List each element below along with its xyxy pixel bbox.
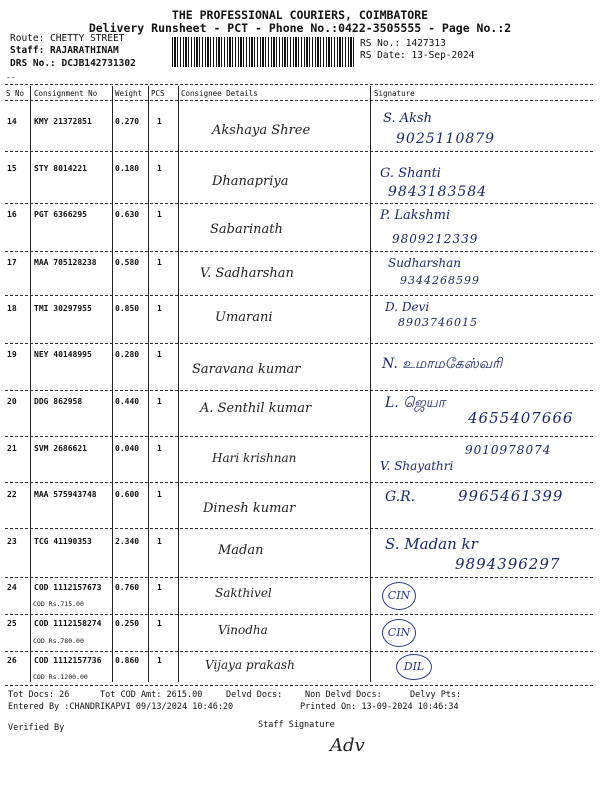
row-sno: 24	[7, 583, 17, 592]
row-pcs: 1	[157, 537, 162, 546]
col-pcs: PCS	[151, 89, 165, 98]
row-sno: 22	[7, 490, 17, 499]
col-consignment: Consignment No	[34, 89, 98, 98]
receiver-signature: D. Devi	[385, 300, 430, 314]
row-consignment: COD 1112157673	[34, 583, 102, 592]
staff-label: Staff: RAJARATHINAM	[10, 45, 119, 56]
row-weight: 2.340	[115, 537, 140, 546]
row-pcs: 1	[157, 304, 162, 313]
row-consignment: MAA 575943748	[34, 490, 97, 499]
row-weight: 0.440	[115, 397, 140, 406]
col-consignee: Consignee Details	[181, 89, 258, 98]
row-sno: 18	[7, 304, 17, 313]
row-pcs: 1	[157, 164, 162, 173]
receiver-signature: N. உமாமகேஸ்வரி	[382, 356, 503, 372]
consignee-name: Sakthivel	[215, 586, 272, 600]
barcode	[172, 37, 356, 67]
cod-amount: COD Rs.715.00	[33, 600, 84, 608]
table-row	[0, 101, 600, 151]
row-pcs: 1	[157, 397, 162, 406]
entered-by: Entered By :CHANDRIKAPVI 09/13/2024 10:46:20	[8, 702, 234, 712]
header-rule-top	[5, 84, 593, 85]
row-pcs: 1	[157, 619, 162, 628]
receiver-phone: 4655407666	[468, 409, 574, 427]
cod-amount: COD Rs.780.00	[33, 637, 84, 645]
row-consignment: SVM 2686621	[34, 444, 87, 453]
row-pcs: 1	[157, 656, 162, 665]
row-weight: 0.280	[115, 350, 140, 359]
row-sno: 19	[7, 350, 17, 359]
receiver-signature: S. Madan kr	[385, 535, 478, 553]
receiver-phone: 9843183584	[388, 184, 488, 200]
cod-amount: COD Rs.1200.00	[33, 673, 88, 681]
row-sno: 17	[7, 258, 17, 267]
table-row	[0, 652, 600, 684]
row-divider	[5, 685, 593, 686]
route-label: Route: CHETTY STREET	[10, 33, 125, 44]
receiver-signature: Sudharshan	[388, 256, 462, 270]
row-consignment: STY 8014221	[34, 164, 87, 173]
runsheet-subtitle: Delivery Runsheet - PCT - Phone No.:0422-3505555 - Page No.:2	[88, 21, 512, 35]
receiver-phone: 9010978074	[465, 443, 552, 457]
receiver-signature: G. Shanti	[380, 166, 441, 181]
table-row	[0, 391, 600, 437]
table-row	[0, 578, 600, 614]
row-consignment: DDG 862958	[34, 397, 83, 406]
row-weight: 0.040	[115, 444, 140, 453]
receiver-signature: V. Shayathri	[380, 459, 454, 473]
rs-date: RS Date: 13-Sep-2024	[360, 50, 475, 61]
drs-number: DRS No.: DCJB142731302	[10, 58, 136, 69]
table-row	[0, 483, 600, 529]
total-docs: Tot Docs: 26	[8, 690, 70, 700]
row-pcs: 1	[157, 350, 162, 359]
table-row	[0, 529, 600, 577]
row-pcs: 1	[157, 258, 162, 267]
delivery-stamp: CIN	[382, 582, 416, 610]
staff-signature: Adv	[330, 735, 365, 756]
col-signature: Signature	[374, 89, 415, 98]
row-consignment: COD 1112158274	[34, 619, 102, 628]
consignee-name: Sabarinath	[210, 222, 283, 237]
consignee-name: Hari krishnan	[212, 451, 297, 465]
row-weight: 0.250	[115, 619, 140, 628]
receiver-phone: 8903746015	[398, 316, 478, 329]
row-consignment: NEY 40148995	[34, 350, 92, 359]
consignee-name: A. Senthil kumar	[200, 401, 312, 416]
row-weight: 0.860	[115, 656, 140, 665]
row-consignment: TMI 30297955	[34, 304, 92, 313]
row-pcs: 1	[157, 210, 162, 219]
receiver-phone: 9965461399	[458, 487, 564, 505]
receiver-signature: L. ஜெயா	[385, 395, 446, 411]
row-consignment: TCG 41190353	[34, 537, 92, 546]
row-consignment: COD 1112157736	[34, 656, 102, 665]
delivered-docs: Delvd Docs:	[226, 690, 283, 700]
consignee-name: V. Sadharshan	[200, 266, 294, 281]
consignee-name: Dhanapriya	[212, 174, 289, 189]
table-row	[0, 252, 600, 296]
consignee-name: Madan	[218, 543, 264, 558]
row-weight: 0.630	[115, 210, 140, 219]
row-sno: 21	[7, 444, 17, 453]
consignee-name: Saravana kumar	[192, 362, 301, 377]
row-sno: 26	[7, 656, 17, 665]
consignee-name: Vijaya prakash	[205, 658, 295, 672]
row-weight: 0.580	[115, 258, 140, 267]
receiver-signature: P. Lakshmi	[380, 208, 451, 223]
row-sno: 25	[7, 619, 17, 628]
col-sno: S No	[6, 89, 25, 98]
rs-number: RS No.: 1427313	[360, 38, 446, 49]
table-row	[0, 344, 600, 390]
row-pcs: 1	[157, 583, 162, 592]
table-row	[0, 204, 600, 252]
receiver-signature: S. Aksh	[383, 111, 433, 126]
row-sno: 14	[7, 117, 17, 126]
row-sno: 23	[7, 537, 17, 546]
total-cod-amount: Tot COD Amt: 2615.00	[100, 690, 203, 700]
receiver-phone: 9025110879	[396, 131, 496, 147]
receiver-phone: 9894396297	[455, 555, 561, 573]
table-row	[0, 615, 600, 651]
receiver-signature: G.R.	[385, 489, 416, 505]
consignee-name: Umarani	[215, 310, 273, 325]
row-weight: 0.600	[115, 490, 140, 499]
row-pcs: 1	[157, 117, 162, 126]
row-pcs: 1	[157, 444, 162, 453]
printed-on: Printed On: 13-09-2024 10:46:34	[300, 702, 459, 712]
non-delivered-docs: Non Delvd Docs:	[305, 690, 382, 700]
row-consignment: MAA 705128238	[34, 258, 97, 267]
delivery-stamp: CIN	[382, 619, 416, 647]
row-consignment: KMY 21372851	[34, 117, 92, 126]
delivery-stamp: DIL	[396, 654, 432, 680]
table-row	[0, 152, 600, 202]
staff-signature-label: Staff Signature	[258, 720, 335, 730]
row-weight: 0.850	[115, 304, 140, 313]
consignee-name: Akshaya Shree	[212, 123, 311, 138]
receiver-phone: 9344268599	[400, 274, 480, 287]
row-weight: 0.270	[115, 117, 140, 126]
receiver-phone: 9809212339	[392, 232, 479, 246]
row-sno: 20	[7, 397, 17, 406]
row-sno: 15	[7, 164, 17, 173]
row-sno: 16	[7, 210, 17, 219]
table-row	[0, 296, 600, 344]
delivery-points: Delvy Pts:	[410, 690, 462, 700]
row-weight: 0.180	[115, 164, 140, 173]
company-title: THE PROFESSIONAL COURIERS, COIMBATORE	[171, 8, 429, 22]
col-weight: Weight	[115, 89, 143, 98]
verified-by-label: Verified By	[8, 723, 65, 733]
row-pcs: 1	[157, 490, 162, 499]
consignee-name: Vinodha	[218, 623, 268, 637]
corner-mark: --	[6, 73, 16, 82]
row-consignment: PGT 6366295	[34, 210, 87, 219]
row-weight: 0.760	[115, 583, 140, 592]
table-row	[0, 437, 600, 483]
consignee-name: Dinesh kumar	[203, 501, 296, 516]
